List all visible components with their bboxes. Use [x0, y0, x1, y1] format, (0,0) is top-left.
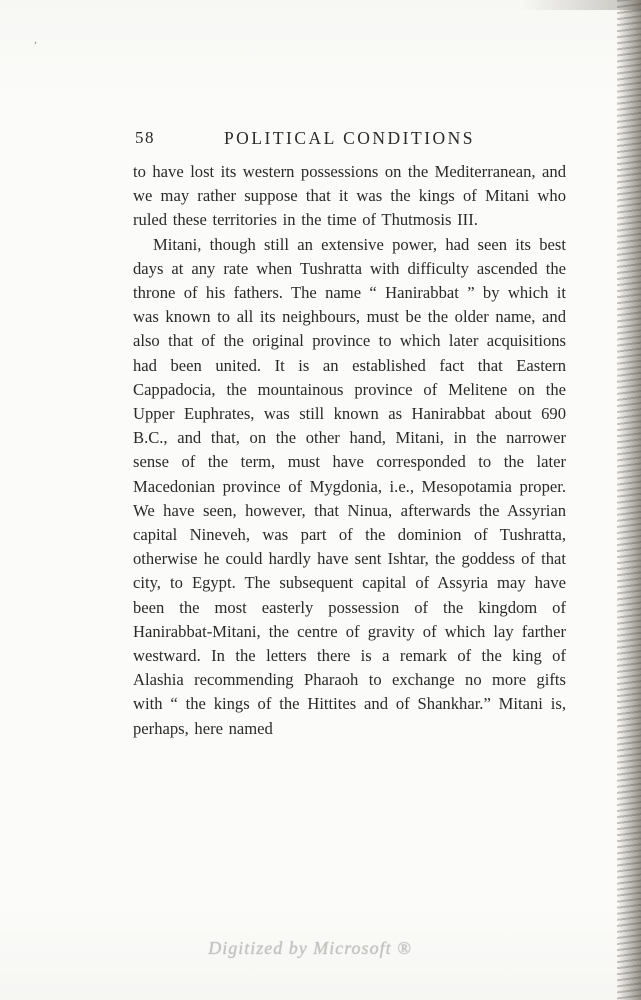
body-paragraph: to have lost its western possessions on the Mediterranean, and we may rather suppose that it was the kings of Mitani who ruled these territories in the time of Thutmosis III.	[133, 162, 566, 230]
text-block	[133, 126, 566, 741]
body-paragraph: Mitani, though still an extensive power, had seen its best days at any rate when Tushratta with difficulty ascended the throne of his fathers. The name “ Hanirabbat ” by which it was known to all its neighbours, must be the older name, and also that of the original province to which later acquisitions had been united. It is an established fact that Eastern Cappadocia, the mountainous province of Melitene on the Upper Euphrates, was still known as Hanirabbat about 690 B.C., and that, on the other hand, Mitani, in the narrower sense of the term, must have corresponded to the later Macedonian province of Mygdonia, i.e., Mesopotamia proper. We have seen, however, that Ninua, afterwards the Assyrian capital Nineveh, was part of the dominion of Tushratta, otherwise he could hardly have sent Ishtar, the goddess of that city, to Egypt. The subsequent capital of Assyria may have been the most easterly possession of the kingdom of Hanirabbat-Mitani, the centre of gravity of which lay farther westward. In the letters there is a remark of the king of Alashia recommending Pharaoh to exchange no more gifts with “ the kings of the Hittites and of Shankhar.” Mitani is, perhaps, here named	[133, 234, 566, 738]
book-edge-shadow	[617, 0, 641, 1000]
page-header	[133, 126, 566, 160]
digitized-watermark: Digitized by Microsoft ®	[208, 938, 412, 958]
body-text	[133, 160, 566, 741]
page-number: 58	[135, 128, 155, 147]
running-head-title: POLITICAL CONDITIONS	[223, 128, 476, 148]
scan-artifact: ’	[31, 39, 38, 53]
